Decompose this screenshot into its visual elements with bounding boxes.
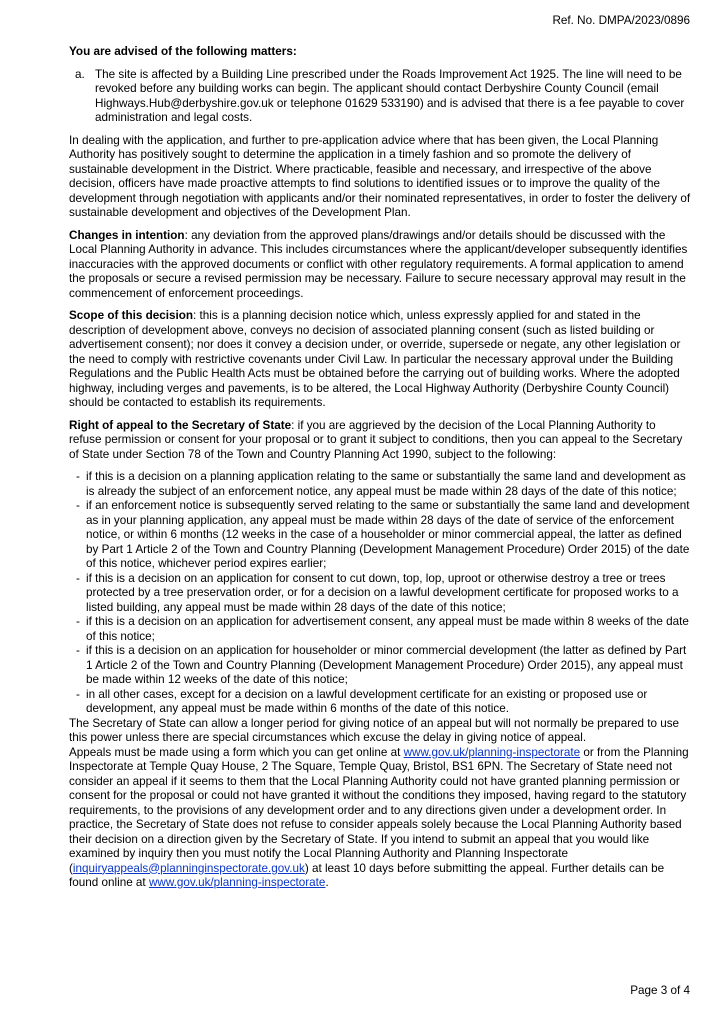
appeal-form-paragraph: Appeals must be made using a form which you can get online at www.gov.uk/planning-inspectorate or from the Planning Inspectorate at Temple Quay House, 2 The Square, Temple Quay, Bristol, BS1 6PN. The Secretary of State need not consider an appeal if it seems to them that the Local Planning Authority could not have granted planning permission or consent for the proposal or could not have granted it without the conditions they imposed, having regard to the statutory requirements, to the provisions of any development order and to any directions given under a development order. In practice, the Secretary of State does not refuse to consider appeals solely because the Local Planning Authority based their decision on a direction given by the Secretary of State. If you intend to submit an appeal that you would like examined by inquiry then you must notify the Local Planning Authority and Planning Inspectorate (inquiryappeals@planninginspectorate.gov.uk) at least 10 days before submitting the appeal. Further details can be found online at www.gov.uk/planning-inspectorate. xyxy=(69,745,689,889)
bullet-marker: - xyxy=(76,687,80,701)
bullet-marker: - xyxy=(76,499,80,512)
changes-paragraph xyxy=(69,229,691,302)
bullet-marker: - xyxy=(76,615,80,628)
scope-label: Scope of this decision xyxy=(69,309,194,322)
planning-inspectorate-link-2[interactable]: www.gov.uk/planning-inspectorate xyxy=(148,876,326,889)
planning-inspectorate-link[interactable]: www.gov.uk/planning-inspectorate xyxy=(403,745,581,759)
longer-period-paragraph: The Secretary of State can allow a longer period for giving notice of an appeal but will not normally be prepared to use this power unless there are special circumstances which excuse the delay in giving notice of appeal. xyxy=(69,716,680,744)
list-item: - in all other cases, except for a decision on a lawful development certificate for an existing or proposed use or development, any appeal must be made within 6 months of the date of this notice. xyxy=(76,687,648,715)
list-item: - if an enforcement notice is subsequently served relating to the same or substantially the same land and development as in your planning application, any appeal must be made within 28 days of the date of service of the enforcement notice, or within 6 months (12 weeks in the case of a householder or minor commercial appeal, the latter as defined by Part 1 Article 2 of the Town and Country Planning (Development Management Procedure) Order 2015) of the date of this notice, whichever period expires earlier; xyxy=(76,499,690,570)
list-item: - if this is a decision on an application for householder or minor commercial development (the latter as defined by Part 1 Article 2 of the Town and Country Planning (Development Management Procedure) Order 2015), any appeal must be made within 12 weeks of the date of this notice; xyxy=(76,644,687,686)
appeal-label: Right of appeal to the Secretary of State xyxy=(69,418,292,432)
reference-number: Ref. No. DMPA/2023/0896 xyxy=(552,14,690,27)
scope-paragraph xyxy=(69,309,691,411)
appeal-text: : if you are aggrieved by the decision of the Local Planning Authority to refuse permission or consent for your proposal or to grant it subject to conditions, then you can appeal to the Secretary of State under Section 78 of the Town and Country Planning Act 1990, subject to the following: xyxy=(69,418,683,461)
list-item-text: The site is affected by a Building Line prescribed under the Roads Improvement Act 1925. The line will need to be revoked before any building works can begin. The applicant should contact Derbyshire County Council (email Highways.Hub@derbyshire.gov.uk or telephone 01629 533190) and is advised that there is a fee payable to cover administration and legal costs. xyxy=(95,67,685,124)
list-item: - if this is a decision on a planning application relating to the same or substantially the same land and development as is already the subject of an enforcement notice, any appeal must be made within 28 days of the date of this notice; xyxy=(76,470,686,498)
list-item xyxy=(69,68,691,126)
bullet-marker: - xyxy=(76,470,80,483)
changes-text: : any deviation from the approved plans/drawings and/or details should be discussed with the Local Planning Authority in advance. This includes circumstances where the applicant/developer subsequently identifies inaccuracies with the approved documents or conflict with other regulatory requirements. A formal application to amend the proposals or secure a revised permission may be necessary. Failure to secure necessary approval may result in the commencement of enforcement proceedings. xyxy=(69,228,688,300)
changes-label: Changes in intention xyxy=(69,228,185,242)
page-number: Page 3 of 4 xyxy=(630,983,690,997)
appeal-bullet-list xyxy=(69,470,691,717)
bullet-marker: - xyxy=(76,571,80,585)
scope-text: : this is a planning decision notice which, unless expressly applied for and stated in the description of development above, conveys no decision of associated planning consent (such as listed building or advertisement consent); nor does it convey a decision under, or override, supersede or negate, any other legislation or the need to comply with restrictive covenants under Civil Law. In particular the necessary approval under the Building Regulations and the Public Health Acts must be obtained before the carrying out of building works. Where the adopted highway, including verges and pavements, is to be altered, the Local Highway Authority (Derbyshire County Council) should be contacted to establish its requirements. xyxy=(69,309,681,409)
list-item: - if this is a decision on an application for advertisement consent, any appeal must be made within 8 weeks of the date of this notice; xyxy=(76,615,689,643)
list-marker: a. xyxy=(75,67,85,81)
appeal-paragraph xyxy=(69,419,691,463)
advised-list xyxy=(69,68,691,126)
list-item: - if this is a decision on an application for consent to cut down, top, lop, uproot or otherwise destroy a tree or trees protected by a tree preservation order, or for a decision on a lawful development certificate for proposed works to a listed building, any appeal must be made within 28 days of the date of this notice; xyxy=(76,571,679,614)
advised-heading: You are advised of the following matters: xyxy=(69,45,297,58)
inquiry-appeals-email-link[interactable]: inquiryappeals@planninginspectorate.gov.uk xyxy=(72,861,305,875)
bullet-marker: - xyxy=(76,644,80,657)
dealing-paragraph: In dealing with the application, and further to pre-application advice where that has been given, the Local Planning Authority has positively sought to determine the application in a timely fashion and so promote the delivery of sustainable development in the District. Where practicable, feasible and necessary, and irrespective of the above decision, officers have made proactive attempts to find solutions to identified issues or to improve the quality of the development through negotiation with applicants and/or their nominated representatives, in order to foster the delivery of sustainable development and objectives of the Development Plan. xyxy=(69,133,691,219)
document-body xyxy=(69,45,691,891)
